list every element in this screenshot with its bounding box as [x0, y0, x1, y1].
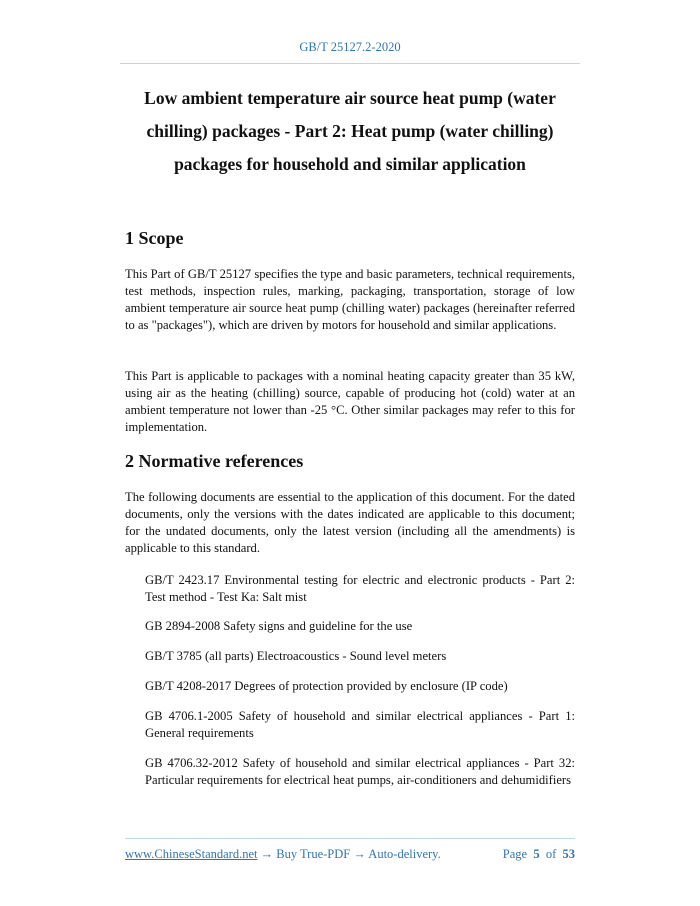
page-indicator — [503, 847, 575, 862]
section-heading-scope: 1 Scope — [125, 228, 184, 248]
page-label: Page — [502, 847, 528, 861]
reference-item: GB/T 3785 (all parts) Electroacoustics - Sound level meters — [145, 649, 447, 663]
paragraph: The following documents are essential to the application of this document. For the dated documents, only the versions with the dates indicated are applicable to this document; for the undated documents, only the latest version (including all the amendments) is applicable to this standard. — [125, 490, 575, 555]
document-title: Low ambient temperature air source heat pump (water chilling) packages - Part 2: Heat pump (water chilling) packages for household and similar application — [144, 88, 556, 174]
header-divider — [120, 63, 580, 64]
section-heading-normative-references: 2 Normative references — [125, 451, 304, 471]
running-header: GB/T 25127.2-2020 — [299, 40, 401, 54]
website-link[interactable]: www.ChineseStandard.net — [125, 847, 258, 861]
paragraph: This Part of GB/T 25127 specifies the type and basic parameters, technical requirements, test methods, inspection rules, marking, packaging, transportation, storage of low ambient temperature air source heat pump (chilling water) packages (hereinafter referred to as "packages"), which are driven by motors for household and similar applications. — [125, 267, 575, 332]
of-label: of — [545, 847, 557, 861]
reference-item: GB/T 4208-2017 Degrees of protection provided by enclosure (IP code) — [145, 679, 508, 693]
page-number: 5 — [533, 847, 540, 861]
reference-item: GB 4706.32-2012 Safety of household and similar electrical appliances - Part 32: Particular requirements for electrical heat pumps, air-conditioners and dehumidifiers — [145, 756, 575, 787]
footer — [125, 847, 575, 862]
reference-item: GB 2894-2008 Safety signs and guideline for the use — [145, 619, 413, 633]
footer-tagline: → Buy True-PDF → Auto-delivery. — [257, 847, 441, 861]
reference-item: GB 4706.1-2005 Safety of household and similar electrical appliances - Part 1: General requirements — [145, 709, 575, 740]
reference-item: GB/T 2423.17 Environmental testing for electric and electronic products - Part 2: Test method - Test Ka: Salt mist — [145, 573, 575, 604]
paragraph: This Part is applicable to packages with a nominal heating capacity greater than 35 kW, using air as the heating (chilling) source, capable of producing hot (cold) water at an ambient temperature not lower than -25 °C. Other similar packages may refer to this for implementation. — [125, 369, 575, 434]
footer-divider — [125, 838, 575, 839]
page-total: 53 — [562, 847, 575, 861]
footer-left — [125, 847, 441, 862]
